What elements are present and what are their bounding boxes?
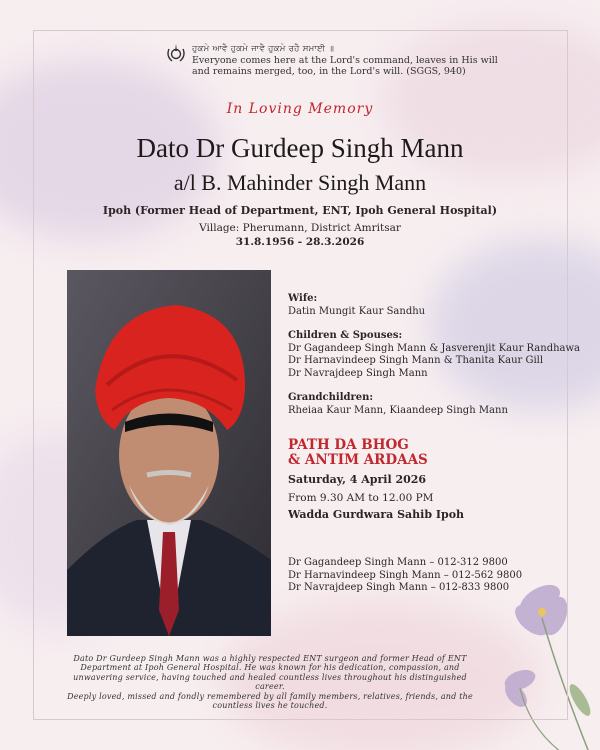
grandchildren-names: Rheiaa Kaur Mann, Kiaandeep Singh Mann — [288, 404, 508, 416]
gurbani-translation-2: and remains merged, too, in the Lord's will. (SGGS, 940) — [192, 66, 466, 77]
deceased-parentage: a/l B. Mahinder Singh Mann — [173, 170, 427, 195]
deceased-name: Dato Dr Gurdeep Singh Mann — [136, 133, 464, 163]
in-loving-memory: In Loving Memory — [226, 101, 374, 117]
event-time: From 9.30 AM to 12.00 PM — [288, 491, 434, 504]
wife-name: Datin Mungit Kaur Sandhu — [288, 305, 426, 317]
child-item: Dr Gagandeep Singh Mann & Jasverenjit Kaur Randhawa — [288, 342, 581, 354]
wife-heading: Wife: — [288, 293, 318, 304]
child-item: Dr Navrajdeep Singh Mann — [288, 367, 428, 379]
position-line: Ipoh (Former Head of Department, ENT, Ipoh General Hospital) — [102, 204, 498, 217]
family-section — [288, 293, 580, 417]
event-section — [288, 438, 464, 522]
khanda-icon — [164, 41, 188, 65]
event-title-1: PATH DA BHOG — [288, 437, 409, 453]
gurbani-gurmukhi: ਹੁਕਮੇ ਆਵੈ ਹੁਕਮੇ ਜਾਵੈ ਹੁਕਮੇ ਰਹੈ ਸਮਾਈ ॥ — [192, 44, 335, 54]
children-heading: Children & Spouses: — [288, 330, 403, 341]
contacts-section — [288, 557, 522, 595]
event-venue: Wadda Gurdwara Sahib Ipoh — [288, 508, 465, 521]
portrait-photo — [67, 270, 271, 636]
life-dates: 31.8.1956 - 28.3.2026 — [235, 236, 365, 248]
event-title-2: & ANTIM ARDAAS — [288, 452, 428, 468]
child-item: Dr Harnavindeep Singh Mann & Thanita Kaur Gill — [288, 355, 544, 366]
grandchildren-heading: Grandchildren: — [288, 392, 374, 403]
gurbani-translation-1: Everyone comes here at the Lord's command, leaves in His will — [192, 55, 498, 66]
contact-item: Dr Navrajdeep Singh Mann – 012-833 9800 — [288, 582, 510, 593]
gurbani-quote — [192, 44, 498, 77]
village-line: Village: Pherumann, District Amritsar — [199, 222, 401, 234]
tribute-paragraph-2: Deeply loved, missed and fondly remembered by all family members, relatives, friends, and the countless lives he touched. — [67, 691, 473, 711]
contact-item: Dr Gagandeep Singh Mann – 012-312 9800 — [288, 557, 508, 568]
tribute-paragraph-1: Dato Dr Gurdeep Singh Mann was a highly respected ENT surgeon and former Head of ENT Department at Ipoh General Hospital. He was known for his dedication, compassion, and unwavering service, having touched and healed countless lives throughout his distinguished career. — [73, 654, 467, 692]
event-date: Saturday, 4 April 2026 — [288, 473, 427, 486]
tribute-text — [60, 654, 480, 710]
contact-item: Dr Harnavindeep Singh Mann – 012-562 9800 — [288, 569, 523, 581]
